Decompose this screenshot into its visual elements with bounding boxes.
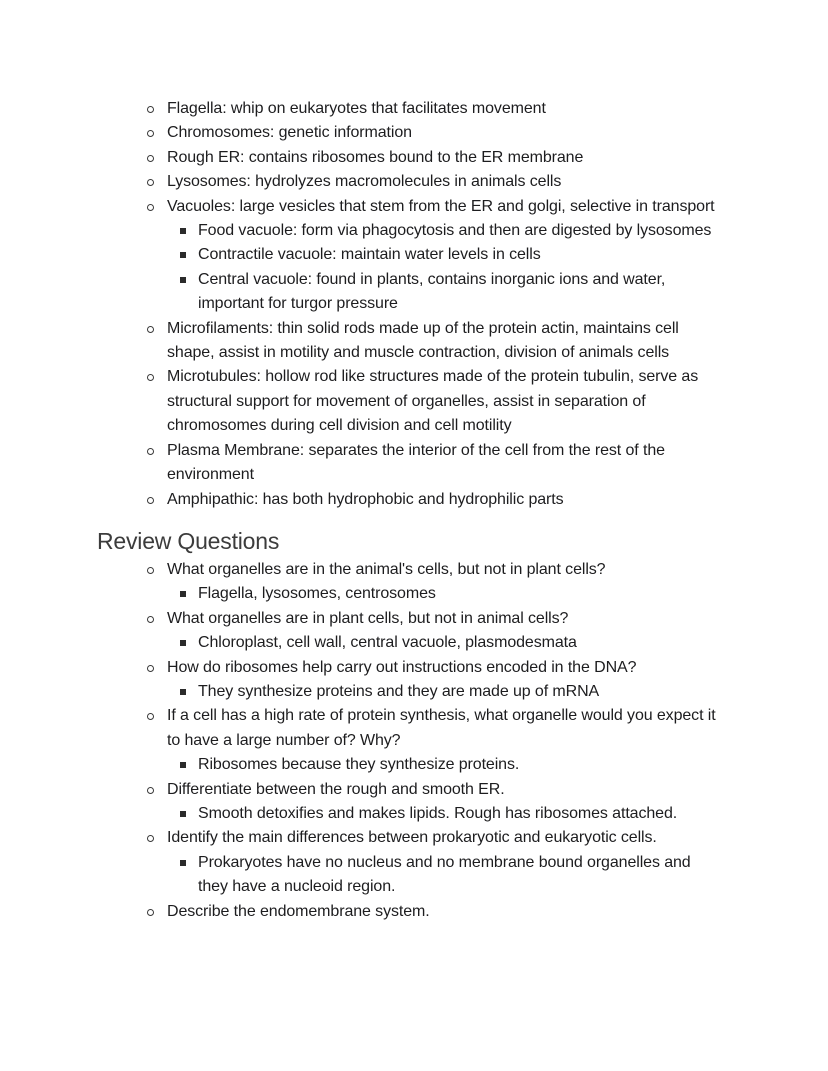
answer-text: They synthesize proteins and they are made up of mRNA xyxy=(198,682,600,700)
question-item xyxy=(167,704,722,777)
answer-list xyxy=(167,753,722,777)
circle-bullet-icon xyxy=(147,106,154,113)
square-bullet-icon xyxy=(180,762,186,768)
item-text: Food vacuole: form via phagocytosis and then are digested by lysosomes xyxy=(198,222,712,240)
square-bullet-icon xyxy=(180,689,186,695)
list-item xyxy=(167,121,722,145)
answer-item xyxy=(198,753,722,777)
item-text: Chromosomes: genetic information xyxy=(167,124,412,142)
item-text: Plasma Membrane: separates the interior of the cell from the rest of the environment xyxy=(167,441,665,484)
circle-bullet-icon xyxy=(147,909,154,916)
square-bullet-icon xyxy=(180,860,186,866)
square-bullet-icon xyxy=(180,640,186,646)
list-item xyxy=(167,488,722,512)
item-text: Lysosomes: hydrolyzes macromolecules in animals cells xyxy=(167,173,562,191)
circle-bullet-icon xyxy=(147,787,154,794)
square-bullet-icon xyxy=(180,252,186,258)
answer-item xyxy=(198,851,722,900)
question-text: Identify the main differences between prokaryotic and eukaryotic cells. xyxy=(167,829,657,847)
circle-bullet-icon xyxy=(147,179,154,186)
circle-bullet-icon xyxy=(147,130,154,137)
section-heading: Review Questions xyxy=(97,527,280,554)
list-item xyxy=(167,170,722,194)
item-text: Rough ER: contains ribosomes bound to the ER membrane xyxy=(167,148,584,166)
question-item xyxy=(167,558,722,607)
question-text: What organelles are in plant cells, but not in animal cells? xyxy=(167,609,569,627)
answer-list xyxy=(167,680,722,704)
square-bullet-icon xyxy=(180,228,186,234)
review-questions-list xyxy=(0,558,722,924)
circle-bullet-icon xyxy=(147,567,154,574)
document-page xyxy=(0,97,828,924)
answer-text: Smooth detoxifies and makes lipids. Rough has ribosomes attached. xyxy=(198,804,678,822)
sub-list xyxy=(167,219,722,317)
list-item xyxy=(167,146,722,170)
square-bullet-icon xyxy=(180,591,186,597)
answer-text: Prokaryotes have no nucleus and no membrane bound organelles and they have a nucleoid region. xyxy=(198,853,691,896)
answer-list xyxy=(167,851,722,900)
list-item xyxy=(167,317,722,366)
answer-item xyxy=(198,582,722,606)
circle-bullet-icon xyxy=(147,616,154,623)
question-text: How do ribosomes help carry out instructions encoded in the DNA? xyxy=(167,658,637,676)
list-item xyxy=(167,439,722,488)
list-item xyxy=(167,365,722,438)
question-item xyxy=(167,826,722,899)
sub-list-item xyxy=(198,219,722,243)
item-text: Contractile vacuole: maintain water levels in cells xyxy=(198,246,541,264)
circle-bullet-icon xyxy=(147,204,154,211)
answer-text: Flagella, lysosomes, centrosomes xyxy=(198,585,436,603)
answer-item xyxy=(198,802,722,826)
item-text: Flagella: whip on eukaryotes that facilitates movement xyxy=(167,100,546,117)
answer-item xyxy=(198,631,722,655)
item-text: Microfilaments: thin solid rods made up of the protein actin, maintains cell shape, assist in motility and muscle contraction, division of animals cells xyxy=(167,319,679,362)
answer-list xyxy=(167,631,722,655)
circle-bullet-icon xyxy=(147,448,154,455)
circle-bullet-icon xyxy=(147,665,154,672)
item-text: Central vacuole: found in plants, contains inorganic ions and water, important for turgor pressure xyxy=(198,270,666,313)
question-item xyxy=(167,607,722,656)
item-text: Vacuoles: large vesicles that stem from the ER and golgi, selective in transport xyxy=(167,197,715,215)
circle-bullet-icon xyxy=(147,835,154,842)
item-text: Amphipathic: has both hydrophobic and hydrophilic parts xyxy=(167,490,564,508)
sub-list-item xyxy=(198,268,722,317)
answer-text: Chloroplast, cell wall, central vacuole, plasmodesmata xyxy=(198,634,577,652)
sub-list-item xyxy=(198,243,722,267)
circle-bullet-icon xyxy=(147,497,154,504)
circle-bullet-icon xyxy=(147,155,154,162)
square-bullet-icon xyxy=(180,811,186,817)
answer-list xyxy=(167,582,722,606)
question-text: Describe the endomembrane system. xyxy=(167,902,430,920)
circle-bullet-icon xyxy=(147,326,154,333)
question-text: Differentiate between the rough and smooth ER. xyxy=(167,780,505,798)
answer-text: Ribosomes because they synthesize proteins. xyxy=(198,756,520,774)
question-item xyxy=(167,656,722,705)
answer-list xyxy=(167,802,722,826)
item-text: Microtubules: hollow rod like structures made of the protein tubulin, serve as structural support for movement of organelles, assist in separation of chromosomes during cell division and cell motility xyxy=(167,368,699,435)
answer-item xyxy=(198,680,722,704)
question-text: What organelles are in the animal's cells, but not in plant cells? xyxy=(167,560,606,578)
notes-list xyxy=(0,97,722,512)
list-item xyxy=(167,195,722,317)
square-bullet-icon xyxy=(180,277,186,283)
list-item xyxy=(167,97,722,121)
circle-bullet-icon xyxy=(147,713,154,720)
question-text: If a cell has a high rate of protein synthesis, what organelle would you expect it to have a large number of? Why? xyxy=(167,707,716,749)
question-item xyxy=(167,778,722,827)
question-item xyxy=(167,900,722,924)
circle-bullet-icon xyxy=(147,374,154,381)
